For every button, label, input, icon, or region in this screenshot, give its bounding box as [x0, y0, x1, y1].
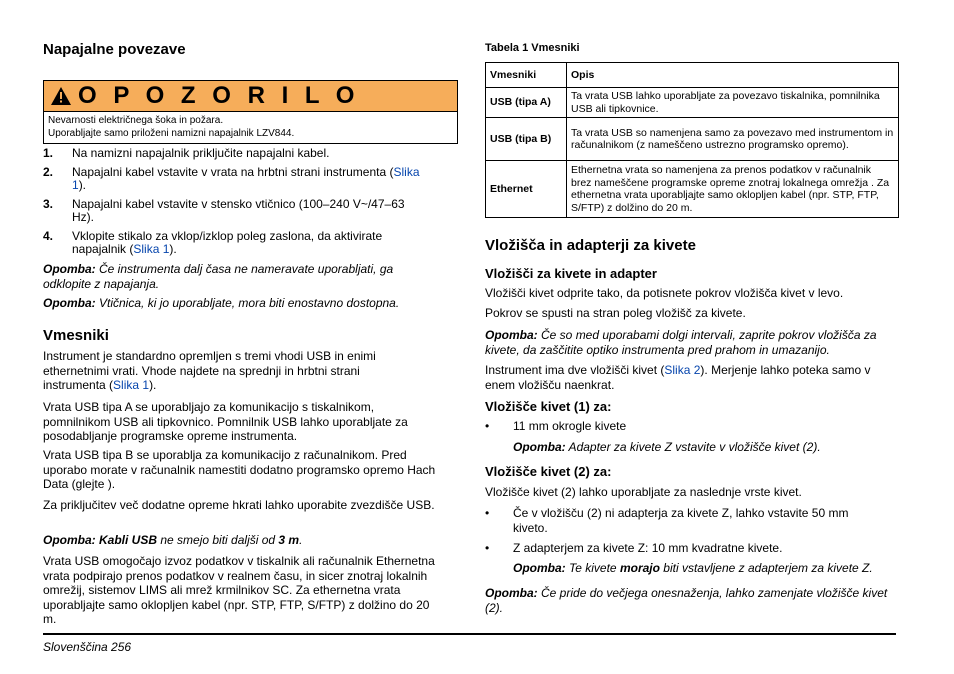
table-cell-name: Ethernet [486, 161, 567, 218]
table-cell-name: USB (tipa B) [486, 118, 567, 161]
note [513, 561, 900, 576]
bullet-icon: • [485, 541, 490, 555]
step-text: Na namizni napajalnik priključite napajalni kabel. [72, 146, 330, 160]
note-label: Opomba: [485, 328, 538, 342]
text-fragment: Instrument je standardno opremljen s tremi vhodi USB in enimi ethernetnimi vrati. Vhode najdete na sprednji in hrbtni strani instrumenta ( [43, 349, 376, 392]
note [43, 262, 438, 291]
list-item [485, 506, 900, 536]
table-cell-desc: Ta vrata USB so namenjena samo za povezavo med instrumentom in računalnikom (z nameščeno ustrezno programsko opremo). [567, 118, 899, 161]
note-text: Če instrumenta dalj časa ne nameravate uporabljati, ga odklopite z napajanja. [43, 262, 394, 291]
section-heading-holders: Vložišča in adapterji za kivete [485, 237, 696, 254]
paragraph: Vložišči kivet odprite tako, da potisnete pokrov vložišča kivet v levo. [485, 286, 844, 300]
list-item [485, 541, 900, 557]
note-text: Če pride do večjega onesnaženja, lahko zamenjate vložišče kivet (2). [485, 586, 888, 615]
note-text: ne smejo biti daljši od [157, 533, 279, 547]
footer-divider [43, 633, 896, 635]
warning-header [44, 81, 457, 112]
note [43, 533, 459, 548]
subheading: Vložišče kivet (1) za: [485, 399, 612, 414]
table-caption: Tabela 1 Vmesniki [485, 42, 580, 54]
text-fragment: ). [169, 242, 177, 256]
table-header: Vmesniki [486, 63, 567, 88]
table-header: Opis [567, 63, 899, 88]
figure-link[interactable]: Slika 1 [113, 378, 150, 392]
figure-link[interactable]: Slika 1 [72, 165, 420, 192]
note-bold: 3 m [278, 533, 300, 547]
text-fragment: ). Merjenje lahko poteka samo v enem vložišču naenkrat. [485, 363, 871, 392]
bullet-text: Če v vložišču (2) ni adapterja za kivete Z, lahko vstavite 50 mm kiveto. [513, 506, 849, 535]
bullet-icon: • [485, 419, 490, 433]
note-text: . [299, 533, 303, 547]
subheading: Vložišči za kivete in adapter [485, 266, 657, 281]
note-bold: morajo [619, 561, 660, 575]
warning-title: O P O Z O R I L O [78, 82, 360, 109]
table-cell-name: USB (tipa A) [486, 88, 567, 118]
step-text [72, 166, 432, 192]
section-heading-ports: Vmesniki [43, 327, 109, 344]
step-number: 4. [43, 229, 54, 243]
warning-line: Uporabljajte samo priloženi namizni napajalnik LZV844. [48, 128, 295, 139]
figure-link[interactable]: Slika 1 [133, 242, 170, 256]
note-text: biti vstavljene z adapterjem za kivete Z. [659, 561, 873, 575]
text-fragment: Napajalni kabel vstavite v vrata na hrbtni strani instrumenta ( [72, 165, 394, 179]
note-bold: Kabli USB [95, 533, 158, 547]
section-heading-power: Napajalne povezave [43, 41, 186, 58]
text-fragment: Vklopite stikalo za vklop/izklop poleg zaslona, da aktivirate napajalnik ( [72, 229, 383, 256]
step-number: 3. [43, 197, 54, 211]
paragraph [43, 349, 403, 393]
note-label: Opomba: [43, 533, 96, 547]
bullet-text: Z adapterjem za kivete Z: 10 mm kvadratne kivete. [513, 541, 783, 555]
subheading: Vložišče kivet (2) za: [485, 464, 612, 479]
paragraph: Vrata USB tipa B se uporablja za komunikacijo z računalnikom. Pred uporabo morate v računalnik namestiti dodatno programsko opremo Hach Data (glejte ). [43, 448, 436, 491]
note-text: Vtičnica, ki jo uporabljate, mora biti enostavno dostopna. [95, 296, 400, 310]
list-item [485, 419, 900, 435]
note [43, 296, 459, 311]
text-fragment: ). [149, 378, 157, 392]
page-footer: Slovenščina 256 [43, 640, 132, 654]
bullet-icon: • [485, 506, 490, 520]
warning-box [43, 80, 458, 144]
table-cell-desc: Ethernetna vrata so namenjena za prenos podatkov v računalnik brez nameščene programske opreme znotraj lokalnega omrežja . Za ethernetna vrata uporabljajte samo oklopljen kabel (npr. STP, FTP, S/FTP) z dolžino do 20 m. [567, 161, 899, 218]
paragraph: Pokrov se spusti na stran poleg vložišč za kivete. [485, 306, 746, 320]
note-text: Te kivete [565, 561, 620, 575]
step-number: 1. [43, 146, 54, 160]
note-label: Opomba: [513, 561, 566, 575]
paragraph: Vrata USB omogočajo izvoz podatkov v tiskalnik ali računalnik Ethernetna vrata podpirajo prenos podatkov v realnem času, in sicer znotraj lokalnih omrežij, sistemov LIMS ali mrež krmilnikov SC. Za ethernetna vrata uporabljajte samo oklopljen kabel (npr. STP, FTP, S/FTP) z dolžino do 20 m. [43, 554, 435, 626]
figure-link[interactable]: Slika 2 [664, 363, 701, 377]
step-number: 2. [43, 165, 54, 179]
table-header-row [486, 63, 899, 88]
step-text [72, 230, 432, 256]
table-cell-desc: Ta vrata USB lahko uporabljate za povezavo tiskalnika, pomnilnika USB ali tipkovnice. [567, 88, 899, 118]
table-row [486, 88, 899, 118]
note-text: Adapter za kivete Z vstavite v vložišče kivet (2). [565, 440, 821, 454]
warning-triangle-icon [50, 86, 72, 106]
paragraph [485, 363, 897, 392]
text-fragment: ). [78, 178, 87, 192]
warning-line: Nevarnosti električnega šoka in požara. [48, 115, 224, 126]
note [513, 440, 900, 455]
note-text: Če so med uporabami dolgi intervali, zaprite pokrov vložišča za kivete, da zaščitite optiko instrumenta pred prahom in umazanijo. [485, 328, 877, 357]
note-label: Opomba: [485, 586, 538, 600]
text-fragment: Instrument ima dve vložišči kivet ( [485, 363, 665, 377]
paragraph: Vrata USB tipa A se uporabljajo za komunikacijo s tiskalnikom, pomnilnikom USB ali tipkovnico. Pomnilnik USB lahko uporabljate za posodabljanje programske opreme instrumenta. [43, 400, 408, 443]
note-label: Opomba: [43, 296, 96, 310]
warning-body [44, 112, 457, 143]
paragraph: Za priključitev več dodatne opreme hkrati lahko uporabite zvezdišče USB. [43, 498, 435, 512]
ports-table [485, 62, 899, 218]
step-text: Napajalni kabel vstavite v stensko vtičnico (100–240 V~/47–63 Hz). [72, 197, 405, 224]
note-label: Opomba: [43, 262, 96, 276]
note [485, 328, 897, 357]
note-label: Opomba: [513, 440, 566, 454]
table-row [486, 161, 899, 218]
table-row [486, 118, 899, 161]
note [485, 586, 897, 615]
paragraph: Vložišče kivet (2) lahko uporabljate za naslednje vrste kivet. [485, 485, 802, 499]
bullet-text: 11 mm okrogle kivete [513, 419, 627, 433]
